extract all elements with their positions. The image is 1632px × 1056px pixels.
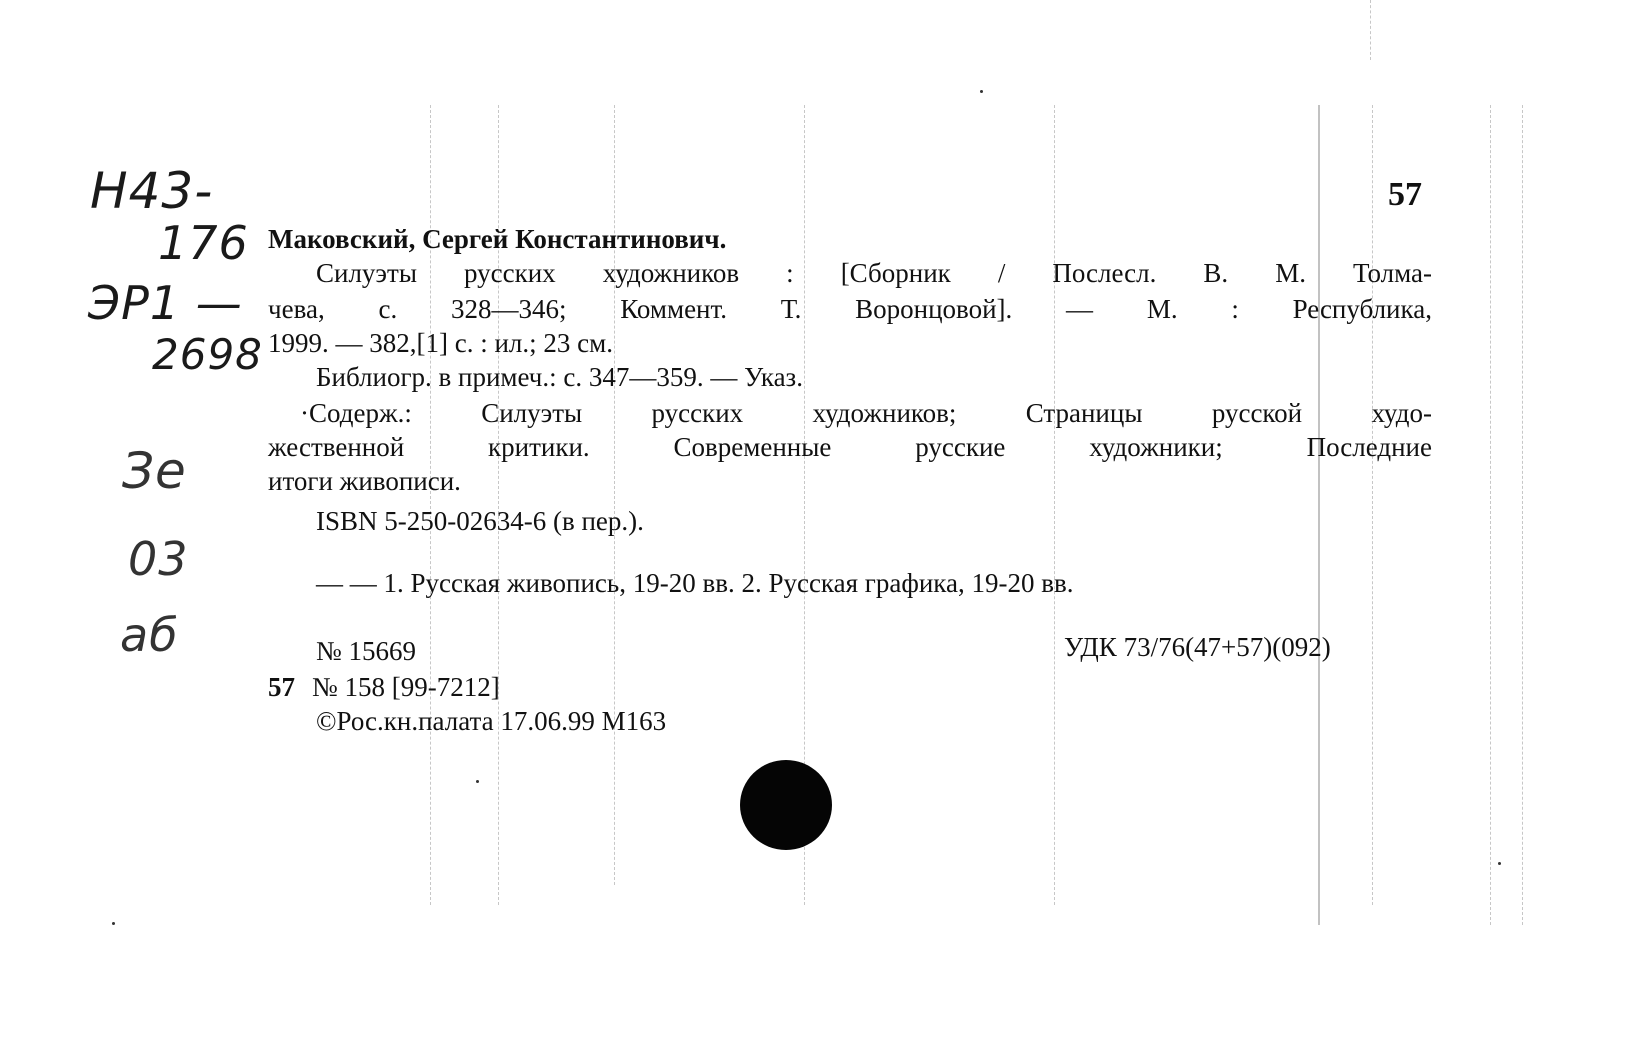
isbn: ISBN 5-250-02634-6 (в пер.). bbox=[316, 506, 644, 536]
copyright-line: ©Рос.кн.палата 17.06.99 М163 bbox=[316, 706, 667, 736]
handwritten-mark: аб bbox=[120, 608, 179, 662]
handwritten-inventory-number: 2698 bbox=[152, 330, 263, 379]
scan-artifact-line bbox=[1522, 105, 1523, 925]
handwritten-inventory-code: ЭР1 — bbox=[88, 276, 243, 330]
scan-speck bbox=[476, 780, 479, 783]
contents-note-line: жественной критики. Современные русские художники; Последние bbox=[268, 432, 1432, 462]
contents-note-line: итоги живописи. bbox=[268, 466, 461, 496]
scan-speck bbox=[1498, 862, 1501, 865]
scan-speck bbox=[112, 922, 115, 925]
registration-number: № 15669 bbox=[316, 636, 417, 666]
handwritten-mark: Зе bbox=[122, 442, 187, 500]
scan-artifact-line bbox=[1054, 105, 1055, 905]
author-heading: Маковский, Сергей Константинович. bbox=[268, 224, 727, 254]
scan-artifact-line bbox=[1370, 0, 1371, 60]
handwritten-mark: 03 bbox=[128, 532, 189, 586]
handwritten-shelf-code: Н43- bbox=[90, 162, 214, 220]
punch-hole bbox=[740, 760, 832, 850]
scan-artifact-line bbox=[1490, 105, 1491, 925]
scan-artifact-line bbox=[1372, 105, 1373, 905]
udk-classification: УДК 73/76(47+57)(092) bbox=[1064, 632, 1331, 662]
subject-headings: — — 1. Русская живопись, 19-20 вв. 2. Русская графика, 19-20 вв. bbox=[316, 568, 1074, 598]
bibliography-note: Библиогр. в примеч.: с. 347—359. — Указ. bbox=[316, 362, 803, 392]
publication-line: чева, с. 328—346; Коммент. Т. Воронцовой]. — М. : Республика, bbox=[268, 294, 1432, 324]
card-number: 57 bbox=[1388, 176, 1422, 213]
sub-number: № 158 [99-7212] bbox=[312, 672, 500, 702]
handwritten-shelf-number: 176 bbox=[158, 216, 249, 270]
scan-speck bbox=[980, 90, 983, 93]
scan-artifact-line bbox=[1318, 105, 1320, 925]
title-line: Силуэты русских художников : [Сборник / Послесл. В. М. Толма- bbox=[316, 258, 1432, 288]
scan-artifact-line bbox=[614, 105, 615, 885]
contents-note-line: ·Содерж.: Силуэты русских художников; Страницы русской худо- bbox=[300, 398, 1432, 428]
card-prefix: 57 bbox=[268, 672, 295, 702]
physical-description: 1999. — 382,[1] с. : ил.; 23 см. bbox=[268, 328, 613, 358]
